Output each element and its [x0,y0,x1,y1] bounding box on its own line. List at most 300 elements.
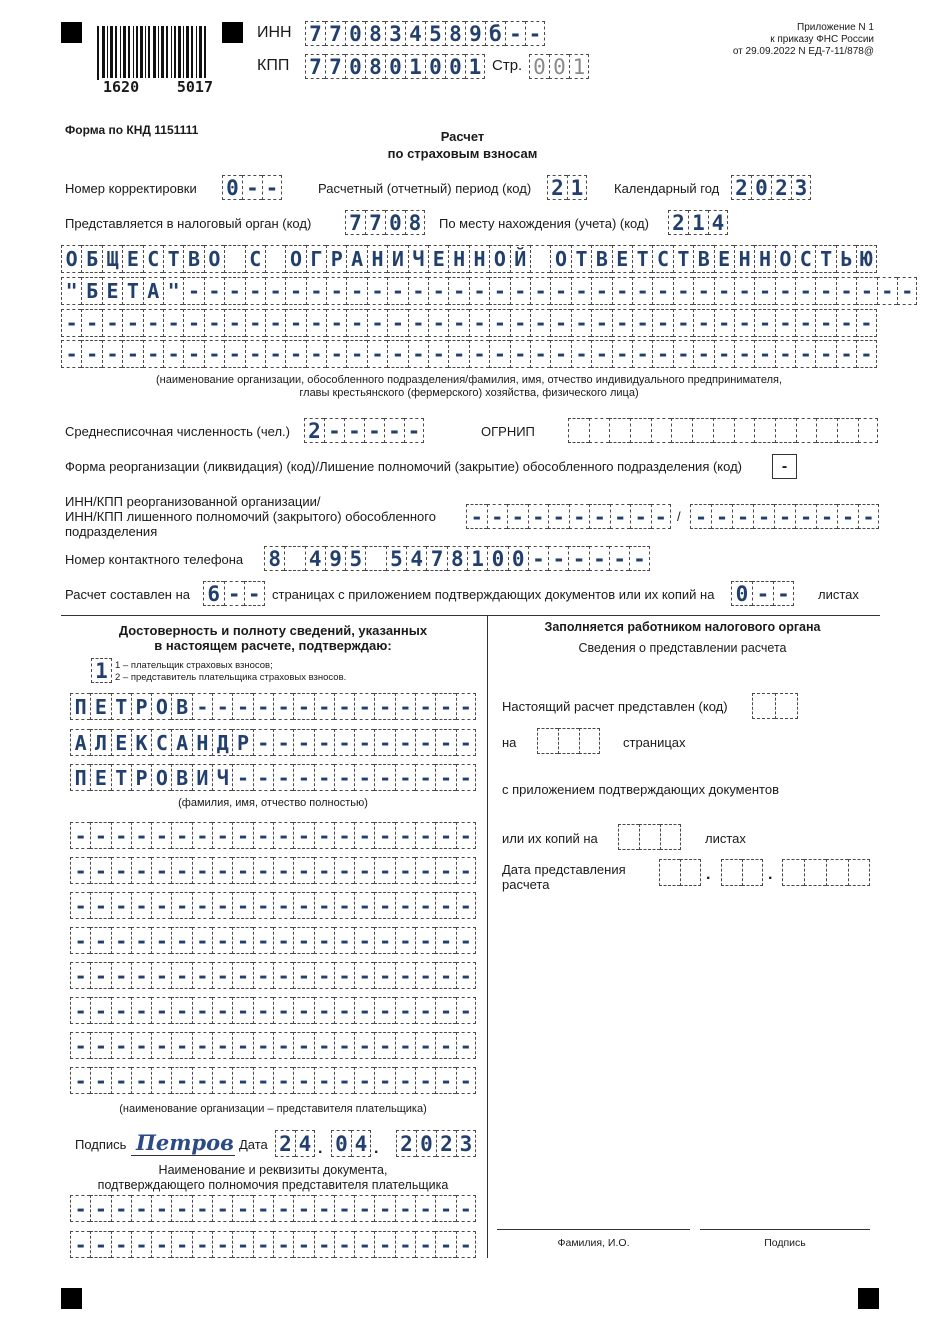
phone-label: Номер контактного телефона [65,552,244,567]
ogrnip-cells[interactable] [568,418,878,443]
presented-label: Настоящий расчет представлен (код) [502,699,728,714]
page-cells[interactable] [529,54,589,79]
char-cell [651,418,672,443]
char-cell: - [548,546,568,571]
char-cell: Й [510,245,530,273]
char-cell: - [395,764,415,791]
char-cell: - [774,504,795,529]
char-cell: - [90,857,110,884]
location-cells[interactable] [668,210,728,235]
char-cell: - [151,1032,171,1059]
char-cell: - [253,962,273,989]
char-cell: 7 [305,21,325,46]
char-cell: С [151,729,171,756]
char-cell: - [273,962,293,989]
char-cell: 1 [569,54,589,79]
char-cell: - [334,927,354,954]
char-cell: - [415,729,435,756]
column-divider [487,615,488,1258]
tax-officer-subtitle: Сведения о представлении расчета [578,641,787,655]
char-cell: - [122,340,142,368]
char-cell: - [505,21,525,46]
char-cell: 6 [203,581,224,606]
char-cell: Н [367,245,387,273]
char-cell: - [314,892,334,919]
char-cell: - [253,997,273,1024]
inn-cells[interactable] [305,21,545,46]
char-cell: - [253,1032,273,1059]
char-cell: - [102,340,122,368]
char-cell: - [245,340,265,368]
char-cell: П [70,764,90,791]
char-cell: - [314,1231,334,1258]
char-cell: - [334,764,354,791]
char-cell: - [102,309,122,337]
char-cell: 0 [731,581,752,606]
char-cell: - [548,504,569,529]
char-cell: - [90,997,110,1024]
char-cell: - [795,504,816,529]
period-cells[interactable] [547,175,587,200]
char-cell: - [652,340,672,368]
char-cell: 5 [345,546,365,571]
char-cell: - [232,857,252,884]
char-cell: - [591,309,611,337]
char-cell: - [70,1231,90,1258]
char-cell: - [273,1032,293,1059]
char-cell: Б [81,245,101,273]
char-cell: - [324,418,344,443]
correction-cells[interactable] [222,175,282,200]
date-dot-2: . [374,1140,379,1157]
char-cell [826,859,848,886]
officer-sign-line [700,1229,870,1230]
pages-mid-label: страницах с приложением подтверждающих документов или их копий на [272,587,715,602]
char-cell: 4 [406,546,426,571]
char-cell: - [232,962,252,989]
char-cell: 2 [771,175,791,200]
char-cell: - [836,340,856,368]
char-cell: - [183,340,203,368]
char-cell: 3 [791,175,811,200]
pages-cells[interactable] [203,581,265,606]
char-cell: - [232,1195,252,1222]
char-cell: 1 [465,54,485,79]
rep-row-8[interactable] [70,1067,476,1094]
officer-date-day-cells[interactable] [659,859,701,886]
char-cell: - [334,1195,354,1222]
reorg-code-box[interactable]: - [772,454,797,479]
char-cell: - [273,857,293,884]
char-cell: - [293,1195,313,1222]
char-cell [660,824,681,850]
char-cell: - [212,997,232,1024]
rep-row-3[interactable] [70,892,476,919]
char-cell: 8 [447,546,467,571]
officer-date-month-cells[interactable] [721,859,763,886]
officer-sign-label: Подпись [764,1237,806,1249]
char-cell: - [131,857,151,884]
char-cell: Р [131,693,151,720]
char-cell: Т [111,764,131,791]
phone-cells[interactable] [264,546,650,571]
char-cell: - [734,309,754,337]
char-cell [589,418,610,443]
char-cell: 5 [425,21,445,46]
char-cell: - [469,340,489,368]
inn-label: ИНН [257,24,292,41]
char-cell: В [591,245,611,273]
char-cell: Е [612,245,632,273]
char-cell: - [192,997,212,1024]
reorg-inn-cells[interactable] [466,504,671,529]
char-cell: - [374,729,394,756]
char-cell: - [415,693,435,720]
char-cell: - [456,892,476,919]
char-cell: - [344,418,364,443]
char-cell: - [111,962,131,989]
char-cell: - [435,693,455,720]
char-cell: - [652,277,672,305]
char-cell: - [367,309,387,337]
date-month-cells[interactable] [331,1130,371,1157]
char-cell: В [693,245,713,273]
char-cell: - [192,1231,212,1258]
char-cell: 1 [405,54,425,79]
char-cell: - [232,822,252,849]
char-cell: Т [111,693,131,720]
char-cell: 2 [731,175,751,200]
pages-label: Расчет составлен на [65,587,190,602]
char-cell: 4 [405,21,425,46]
char-cell: К [131,729,151,756]
char-cell: - [525,21,545,46]
char-cell: - [550,340,570,368]
section-divider [61,615,880,616]
correction-label: Номер корректировки [65,181,197,196]
fio-line [497,1229,690,1230]
org-name-row-1[interactable] [61,245,877,273]
rep-row-2[interactable] [70,857,476,884]
char-cell: - [224,277,244,305]
char-cell: - [143,309,163,337]
char-cell: - [131,1195,151,1222]
date-day-cells[interactable] [275,1130,315,1157]
char-cell: - [374,892,394,919]
presented-code-cells[interactable] [752,693,798,719]
char-cell: 0 [445,54,465,79]
kpp-label: КПП [257,57,290,74]
char-cell: - [265,340,285,368]
doc-row-1[interactable] [70,1195,476,1222]
char-cell: - [314,822,334,849]
char-cell: - [346,309,366,337]
char-cell: 8 [405,210,425,235]
char-cell: - [293,1032,313,1059]
rep-row-4[interactable] [70,927,476,954]
char-cell: - [192,1032,212,1059]
char-cell: 9 [325,546,345,571]
char-cell: - [273,892,293,919]
year-label: Календарный год [614,181,720,196]
reorg-kpp-cells[interactable] [690,504,879,529]
char-cell: - [354,857,374,884]
char-cell [680,859,701,886]
fio-label: Фамилия, И.О. [557,1237,630,1249]
char-cell: - [111,892,131,919]
char-cell: - [90,1032,110,1059]
first-name-cells[interactable] [70,729,476,756]
char-cell: - [415,1231,435,1258]
char-cell: - [374,1195,394,1222]
char-cell: - [326,309,346,337]
char-cell: Г [306,245,326,273]
char-cell [365,546,385,571]
corner-marker-bottom-left [61,1288,82,1309]
char-cell: - [456,822,476,849]
char-cell: - [90,927,110,954]
char-cell: - [314,1067,334,1094]
signature: Петров [136,1130,234,1155]
char-cell: 7 [426,546,446,571]
char-cell: С [245,245,265,273]
char-cell: - [795,277,815,305]
char-cell: - [354,822,374,849]
char-cell: - [858,504,879,529]
char-cell: 8 [445,21,465,46]
char-cell: - [131,927,151,954]
char-cell: - [111,997,131,1024]
char-cell: - [374,997,394,1024]
char-cell: И [192,764,212,791]
char-cell: - [151,1067,171,1094]
char-cell: - [171,997,191,1024]
sheets-cells[interactable] [731,581,794,606]
rep-row-1[interactable] [70,822,476,849]
char-cell: - [212,1195,232,1222]
rep-row-5[interactable] [70,962,476,989]
char-cell: - [428,277,448,305]
officer-date-year-cells[interactable] [782,859,870,886]
char-cell: - [90,962,110,989]
char-cell: Н [448,245,468,273]
char-cell: - [629,546,649,571]
char-cell: - [293,729,313,756]
char-cell: Т [163,245,183,273]
char-cell: - [244,581,265,606]
char-cell: - [651,504,672,529]
char-cell: - [489,277,509,305]
char-cell: - [314,1195,334,1222]
char-cell: - [530,277,550,305]
tax-authority-cells[interactable] [345,210,425,235]
char-cell: - [395,1032,415,1059]
char-cell: - [456,1231,476,1258]
char-cell: - [354,892,374,919]
char-cell: - [354,962,374,989]
char-cell: - [428,340,448,368]
char-cell: - [253,892,273,919]
char-cell: - [334,892,354,919]
char-cell: - [265,309,285,337]
char-cell: 1 [467,546,487,571]
patronymic-cells[interactable] [70,764,476,791]
char-cell: - [131,1231,151,1258]
char-cell: - [795,340,815,368]
char-cell: - [171,1195,191,1222]
char-cell: - [408,309,428,337]
char-cell: - [754,277,774,305]
char-cell: - [151,1195,171,1222]
char-cell: - [354,1195,374,1222]
rep-row-6[interactable] [70,997,476,1024]
char-cell: - [775,340,795,368]
char-cell: - [374,927,394,954]
char-cell: - [795,309,815,337]
char-cell: - [456,857,476,884]
char-cell: - [171,1032,191,1059]
officer-pages-cells[interactable] [537,728,600,754]
confirm-title: Достоверность и полноту сведений, указанных в настоящем расчете, подтверждаю: [118,623,428,653]
char-cell: - [448,277,468,305]
org-name-row-4[interactable] [61,340,877,368]
year-cells[interactable] [731,175,811,200]
char-cell: - [70,1067,90,1094]
char-cell [837,418,858,443]
tax-officer-title: Заполняется работником налогового органа [544,620,821,634]
char-cell: - [122,309,142,337]
char-cell: - [232,927,252,954]
char-cell: - [435,997,455,1024]
char-cell: - [714,309,734,337]
char-cell: - [111,1195,131,1222]
char-cell: 0 [416,1130,436,1157]
char-cell: - [224,340,244,368]
char-cell: П [70,693,90,720]
officer-sheets-cells[interactable] [618,824,681,850]
char-cell: - [81,340,101,368]
char-cell: - [673,309,693,337]
char-cell: - [192,892,212,919]
char-cell: - [609,546,629,571]
signer-options: 1 – плательщик страховых взносов; 2 – представитель плательщика страховых взносов. [115,660,347,683]
char-cell: - [70,997,90,1024]
surname-cells[interactable] [70,693,476,720]
char-cell [775,418,796,443]
date-year-cells[interactable] [396,1130,476,1157]
char-cell: - [456,997,476,1024]
char-cell: - [374,1067,394,1094]
char-cell: - [753,504,774,529]
char-cell: - [151,927,171,954]
char-cell: - [253,693,273,720]
char-cell: Р [131,764,151,791]
char-cell: Ч [408,245,428,273]
char-cell: - [192,1067,212,1094]
char-cell: - [456,764,476,791]
char-cell: - [212,892,232,919]
char-cell: - [428,309,448,337]
char-cell: - [306,309,326,337]
form-knd: Форма по КНД 1151111 [65,123,199,137]
char-cell: - [404,418,424,443]
char-cell: - [632,340,652,368]
char-cell: - [395,729,415,756]
char-cell [659,859,680,886]
char-cell: Е [111,729,131,756]
char-cell: - [81,309,101,337]
char-cell: - [131,1067,151,1094]
location-label: По месту нахождения (учета) (код) [439,216,649,231]
form-title: Расчет по страховым взносам [387,129,538,161]
char-cell: - [693,309,713,337]
kpp-cells[interactable] [305,54,485,79]
char-cell: Н [469,245,489,273]
char-cell: - [673,277,693,305]
char-cell [713,418,734,443]
char-cell: - [591,277,611,305]
char-cell: - [212,962,232,989]
char-cell: 5 [386,546,406,571]
char-cell: - [354,764,374,791]
char-cell: - [212,927,232,954]
char-cell: - [395,693,415,720]
char-cell: О [61,245,81,273]
org-name-row-2[interactable] [61,277,917,305]
submission-date-label: Дата представления расчета [502,862,626,892]
char-cell: - [285,309,305,337]
char-cell [754,418,775,443]
org-name-row-3[interactable] [61,309,877,337]
signer-type-cell[interactable] [91,658,112,683]
char-cell: - [171,1231,191,1258]
char-cell: А [143,277,163,305]
char-cell: - [90,892,110,919]
char-cell: - [395,997,415,1024]
char-cell: 0 [385,54,405,79]
char-cell: - [415,962,435,989]
char-cell: " [163,277,183,305]
char-cell: - [456,1195,476,1222]
char-cell: Н [754,245,774,273]
char-cell: - [253,822,273,849]
char-cell: - [775,309,795,337]
char-cell: - [690,504,711,529]
char-cell: - [732,504,753,529]
char-cell: - [387,340,407,368]
char-cell: - [111,857,131,884]
char-cell: - [489,340,509,368]
rep-row-7[interactable] [70,1032,476,1059]
doc-row-2[interactable] [70,1231,476,1258]
char-cell: 4 [351,1130,371,1157]
char-cell: - [415,927,435,954]
char-cell: - [212,1032,232,1059]
char-cell: - [151,892,171,919]
char-cell: 1 [567,175,587,200]
char-cell [568,418,589,443]
char-cell: 0 [345,21,365,46]
char-cell: 0 [549,54,569,79]
char-cell: - [306,340,326,368]
char-cell: 8 [365,54,385,79]
char-cell: - [569,504,590,529]
headcount-cells[interactable] [304,418,424,443]
reorg-slash: / [677,509,681,524]
char-cell: - [111,927,131,954]
char-cell: А [346,245,366,273]
char-cell: В [171,693,191,720]
